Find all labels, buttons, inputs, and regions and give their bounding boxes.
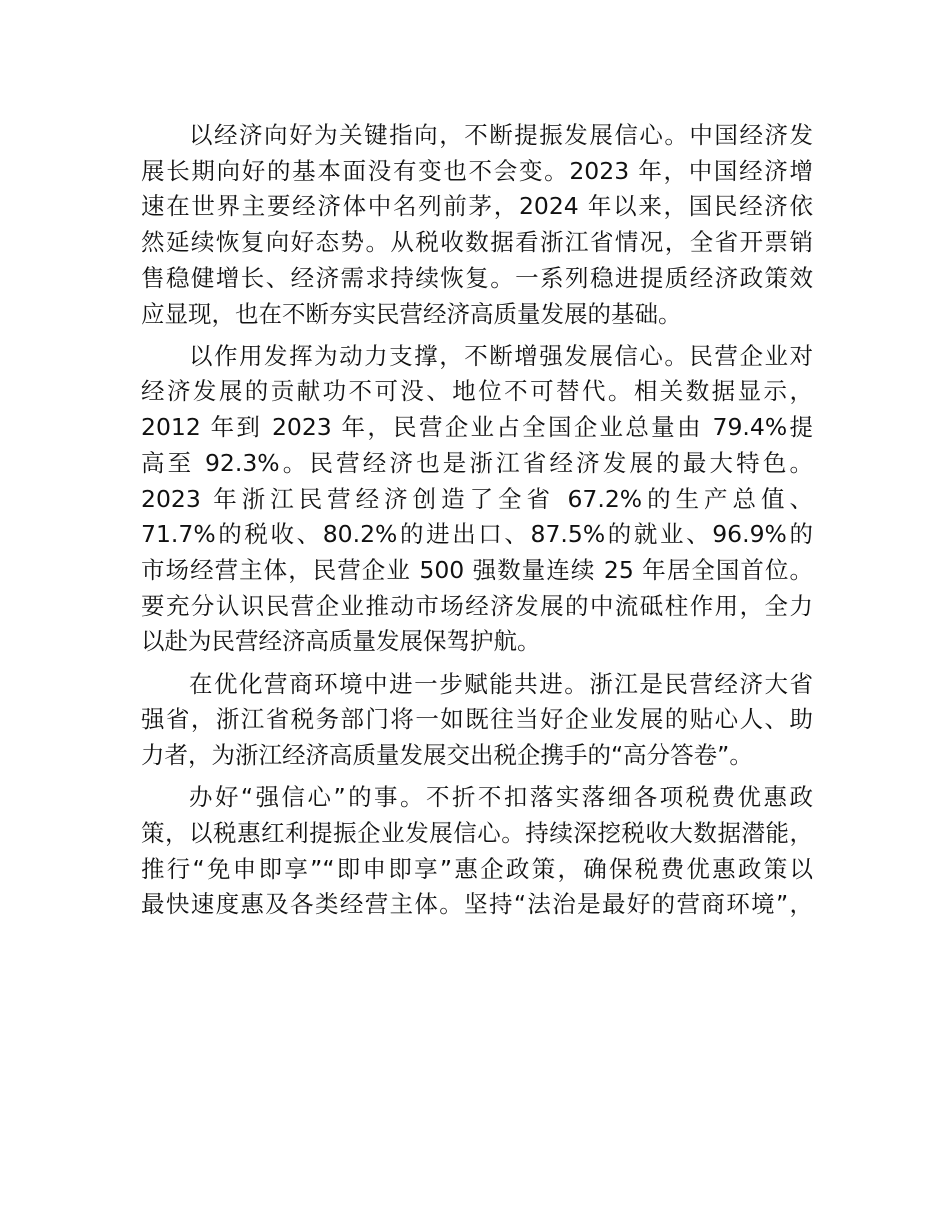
text-line: 最快速度惠及各类经营主体。坚持“法治是最好的营商环境”， <box>141 890 813 919</box>
text-line: 应显现，也在不断夯实民营经济高质量发展的基础。 <box>141 299 682 328</box>
text-line: 展长期向好的基本面没有变也不会变。2023 年，中国经济增 <box>141 156 813 185</box>
text-line: 强省，浙江省税务部门将一如既往当好企业发展的贴心人、助 <box>141 705 813 734</box>
text-line: 在优化营商环境中进一步赋能共进。浙江是民营经济大省 <box>189 669 813 698</box>
document-page <box>141 118 813 929</box>
text-line: 高至 92.3%。民营经济也是浙江省经济发展的最大特色。 <box>141 448 813 477</box>
text-line: 71.7%的税收、80.2%的进出口、87.5%的就业、96.9%的 <box>141 520 813 549</box>
text-line: 然延续恢复向好态势。从税收数据看浙江省情况，全省开票销 <box>141 228 813 257</box>
text-line: 经济发展的贡献功不可没、地位不可替代。相关数据显示， <box>141 377 813 406</box>
text-line: 办好“强信心”的事。不折不扣落实落细各项税费优惠政 <box>189 783 813 812</box>
text-line: 市场经营主体，民营企业 500 强数量连续 25 年居全国首位。 <box>141 555 813 584</box>
text-line: 要充分认识民营企业推动市场经济发展的中流砥柱作用，全力 <box>141 591 813 620</box>
paragraph-strengthen-confidence <box>141 780 813 923</box>
text-line: 2012 年到 2023 年，民营企业占全国企业总量由 79.4%提 <box>141 413 813 442</box>
text-line: 以经济向好为关键指向，不断提振发展信心。中国经济发 <box>189 121 813 149</box>
text-line: 2023 年浙江民营经济创造了全省 67.2%的生产总值、 <box>141 484 813 513</box>
text-line: 以赴为民营经济高质量发展保驾护航。 <box>141 627 541 656</box>
text-line: 速在世界主要经济体中名列前茅，2024 年以来，国民经济依 <box>141 192 813 221</box>
paragraph-economic-outlook <box>141 118 813 332</box>
text-line: 以作用发挥为动力支撑，不断增强发展信心。民营企业对 <box>189 341 813 370</box>
paragraph-private-enterprise-role <box>141 339 813 660</box>
text-line: 力者，为浙江经济高质量发展交出税企携手的“高分答卷”。 <box>141 740 753 769</box>
paragraph-business-environment <box>141 667 813 774</box>
text-line: 售稳健增长、经济需求持续恢复。一系列稳进提质经济政策效 <box>141 263 813 292</box>
text-line: 策，以税惠红利提振企业发展信心。持续深挖税收大数据潜能， <box>141 818 813 847</box>
text-line: 推行“免申即享”“即申即享”惠企政策，确保税费优惠政策以 <box>141 854 813 883</box>
